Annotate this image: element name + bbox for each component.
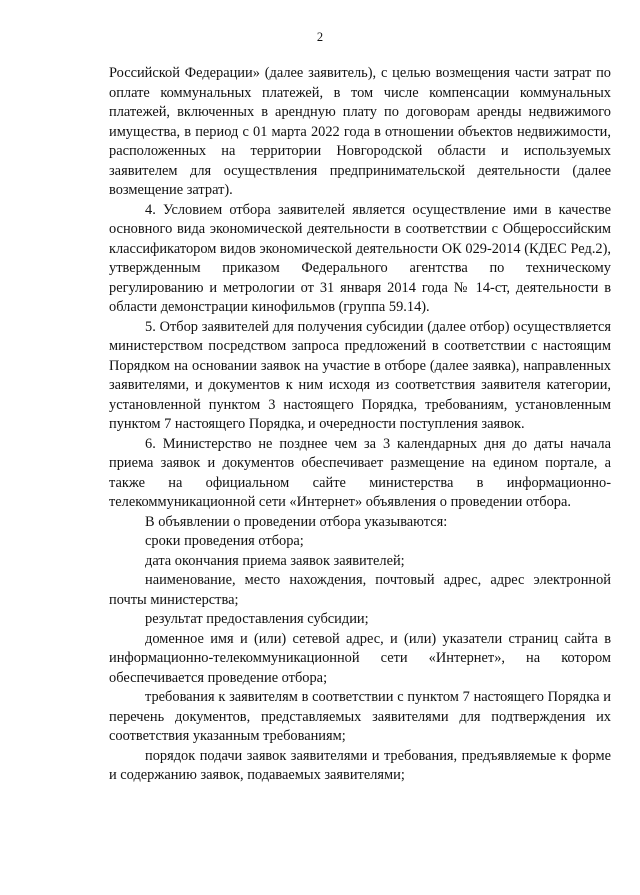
paragraph-item-5: 5. Отбор заявителей для получения субсидии (далее отбор) осуществляется министерством посредством запроса предложений в соответствии с настоящим Порядком на основании заявок на участие в отборе (далее заявка), направленных заявителями, и документов к ним исходя из соответствия заявителя категории, установленной пунктом 3 настоящего Порядка, требованиям, установленным пунктом 7 настоящего Порядка, и очередности поступления заявок. bbox=[109, 318, 611, 432]
list-item: сроки проведения отбора; bbox=[145, 533, 304, 549]
list-item: дата окончания приема заявок заявителей; bbox=[145, 552, 405, 569]
paragraph-item-6: 6. Министерство не позднее чем за 3 календарных дня до даты начала приема заявок и документов обеспечивает размещение на едином портале, а также на официальном сайте министерства в информационно-телекоммуникационной сети «Интернет» объявления о проведении отбора. bbox=[109, 435, 611, 510]
paragraph-item-4: 4. Условием отбора заявителей является осуществление ими в качестве основного вида экономической деятельности в соответствии с Общероссийским классификатором видов экономической деятельности ОК 029-2014 (КДЕС Ред.2), утвержденным приказом Федерального агентства по техническому регулированию и метрологии от 31 января 2014 года № 14-ст, деятельности в области демонстрации кинофильмов (группа 59.14). bbox=[109, 201, 611, 315]
list-item: наименование, место нахождения, почтовый адрес, адрес электронной почты министерства; bbox=[109, 572, 611, 608]
list-item: требования к заявителям в соответствии с пунктом 7 настоящего Порядка и перечень документов, представляемых заявителями для подтверждения их соответствия указанным требованиям; bbox=[109, 689, 611, 744]
page-number: 2 bbox=[316, 30, 324, 44]
list-item: доменное имя и (или) сетевой адрес, и (или) указатели страниц сайта в информационно-телекоммуникационной сети «Интернет», на котором обеспечивается проведение отбора; bbox=[109, 630, 611, 686]
announcement-intro: В объявлении о проведении отбора указываются: bbox=[145, 513, 448, 530]
list-item: порядок подачи заявок заявителями и требования, предъявляемые к форме и содержанию заявок, подаваемых заявителями; bbox=[109, 747, 611, 783]
document-body bbox=[109, 64, 611, 786]
paragraph-continuation: Российской Федерации» (далее заявитель), с целью возмещения части затрат по оплате коммунальных платежей, в том числе компенсации коммунальных платежей, включенных в арендную плату по договорам аренды недвижимого имущества, в период с 01 марта 2022 года в отношении объектов недвижимости, расположенных на территории Новгородской области и используемых заявителем для осуществления предпринимательской деятельности (далее возмещение затрат). bbox=[109, 65, 611, 198]
list-item: результат предоставления субсидии; bbox=[145, 611, 369, 627]
